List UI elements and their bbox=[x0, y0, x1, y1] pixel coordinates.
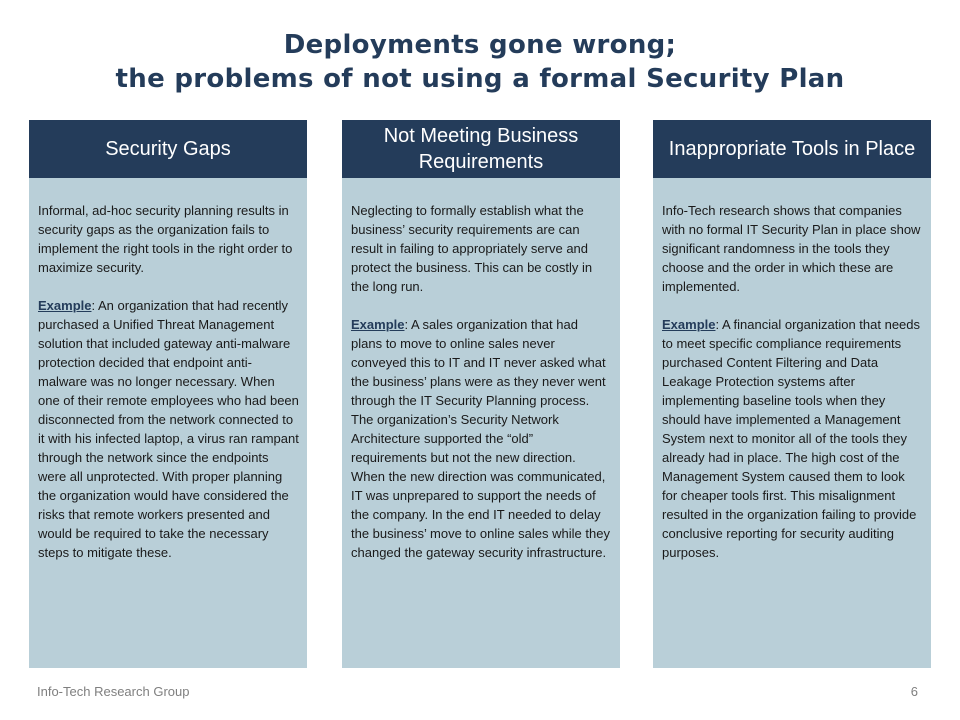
column-intro-text: Info-Tech research shows that companies with no formal IT Security Plan in place show significant randomness in the tools they choose and the order in which these are implemented. bbox=[662, 203, 921, 294]
page-number: 6 bbox=[910, 684, 918, 699]
example-text: : A sales organization that had plans to move to online sales never conveyed this to IT and IT never asked what the business’ plans were as they never went through the IT Security Planning process. The organization’s Security Network Architecture supported the “old” requirements but not the new direction. When the new direction was communicated, IT was unprepared to support the needs of the company. In the end IT needed to delay the business’ move to online sales while they changed the gateway security infrastructure. bbox=[351, 317, 610, 560]
column-intro-text: Informal, ad-hoc security planning results in security gaps as the organization fails to implement the right tools in the right order to maximize security. bbox=[38, 203, 293, 275]
column-example-paragraph bbox=[38, 296, 299, 562]
column-header: Not Meeting Business Requirements bbox=[342, 120, 620, 178]
slide-title-line-2: the problems of not using a formal Security Plan bbox=[115, 64, 845, 94]
example-label: Example bbox=[662, 317, 716, 332]
column-header: Security Gaps bbox=[29, 120, 307, 178]
column-security-gaps bbox=[29, 120, 307, 668]
example-text: : An organization that had recently purchased a Unified Threat Management solution that included gateway anti-malware protection decided that endpoint anti-malware was no longer necessary. When one of their remote employees who had been disconnected from the network connected to it with his infected laptop, a virus ran rampant through the network since the endpoints were all unprotected. With proper planning the organization would have considered the risks that remote workers presented and would be required to take the necessary steps to mitigate these. bbox=[38, 298, 299, 560]
slide-title-line-1: Deployments gone wrong; bbox=[283, 30, 677, 60]
slide-title bbox=[0, 28, 960, 96]
column-header: Inappropriate Tools in Place bbox=[653, 120, 931, 178]
column-inappropriate-tools bbox=[653, 120, 931, 668]
column-business-requirements bbox=[342, 120, 620, 668]
column-body bbox=[653, 178, 931, 668]
example-text: : A financial organization that needs to meet specific compliance requirements purchased Content Filtering and Data Leakage Protection systems after implementing baseline tools when they should have implemented a Management System next to monitor all of the tools they already had in place. The high cost of the Management System caused them to look for cheaper tools first. This misalignment resulted in the organization failing to provide conclusive reporting for security auditing purposes. bbox=[662, 317, 921, 560]
example-label: Example bbox=[38, 298, 92, 313]
column-example-paragraph bbox=[662, 315, 923, 562]
column-body bbox=[29, 178, 307, 668]
footer-company: Info-Tech Research Group bbox=[37, 684, 190, 699]
column-example-paragraph bbox=[351, 315, 612, 562]
example-label: Example bbox=[351, 317, 405, 332]
column-body bbox=[342, 178, 620, 668]
column-intro-text: Neglecting to formally establish what the business’ security requirements are can result in failing to appropriately serve and protect the business. This can be costly in the long run. bbox=[351, 203, 593, 294]
